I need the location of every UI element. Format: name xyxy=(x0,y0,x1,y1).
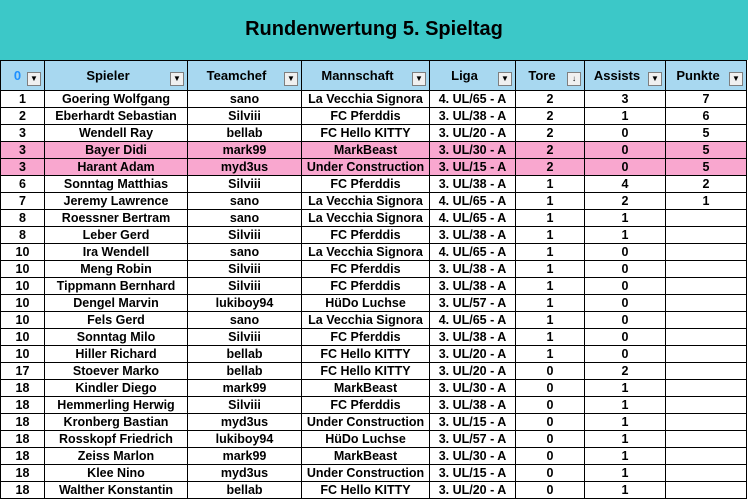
goals-cell[interactable]: 1 xyxy=(516,244,585,261)
points-cell[interactable] xyxy=(666,363,747,380)
rank-cell[interactable]: 10 xyxy=(1,346,45,363)
points-cell[interactable] xyxy=(666,312,747,329)
rank-cell[interactable]: 7 xyxy=(1,193,45,210)
points-cell[interactable]: 5 xyxy=(666,159,747,176)
player-cell[interactable]: Bayer Didi xyxy=(45,142,188,159)
ranking-table xyxy=(0,60,747,499)
league-cell[interactable]: 3. UL/38 - A xyxy=(430,108,516,125)
goals-cell[interactable]: 0 xyxy=(516,380,585,397)
points-cell[interactable] xyxy=(666,244,747,261)
header-assists: Assists ▼ xyxy=(585,61,666,91)
teamchef-cell[interactable]: Silviii xyxy=(188,278,302,295)
points-cell[interactable]: 5 xyxy=(666,125,747,142)
assists-cell[interactable]: 1 xyxy=(585,380,666,397)
rank-cell[interactable]: 2 xyxy=(1,108,45,125)
player-cell[interactable]: Stoever Marko xyxy=(45,363,188,380)
teamchef-cell[interactable]: myd3us xyxy=(188,159,302,176)
team-cell[interactable]: HüDo Luchse xyxy=(302,431,430,448)
points-cell[interactable]: 6 xyxy=(666,108,747,125)
player-cell[interactable]: Roessner Bertram xyxy=(45,210,188,227)
rank-cell[interactable]: 10 xyxy=(1,278,45,295)
rank-cell[interactable]: 3 xyxy=(1,142,45,159)
goals-cell[interactable]: 0 xyxy=(516,397,585,414)
team-cell[interactable]: FC Pferddis xyxy=(302,278,430,295)
rank-cell[interactable]: 8 xyxy=(1,210,45,227)
teamchef-cell[interactable]: bellab xyxy=(188,482,302,499)
team-cell[interactable]: La Vecchia Signora xyxy=(302,193,430,210)
team-cell[interactable]: FC Pferddis xyxy=(302,227,430,244)
league-cell[interactable]: 3. UL/30 - A xyxy=(430,142,516,159)
assists-cell[interactable]: 0 xyxy=(585,125,666,142)
rank-cell[interactable]: 18 xyxy=(1,414,45,431)
table-row xyxy=(1,227,747,244)
filter-dropdown-icon[interactable]: ▼ xyxy=(170,72,184,86)
team-cell[interactable]: FC Pferddis xyxy=(302,261,430,278)
filter-dropdown-icon[interactable]: ▼ xyxy=(412,72,426,86)
goals-cell[interactable]: 1 xyxy=(516,210,585,227)
points-cell[interactable] xyxy=(666,227,747,244)
team-cell[interactable]: FC Pferddis xyxy=(302,176,430,193)
league-cell[interactable]: 3. UL/38 - A xyxy=(430,227,516,244)
league-cell[interactable]: 3. UL/38 - A xyxy=(430,397,516,414)
header-points: Punkte ▼ xyxy=(666,61,747,91)
goals-cell[interactable]: 1 xyxy=(516,295,585,312)
table-row xyxy=(1,363,747,380)
points-cell[interactable] xyxy=(666,414,747,431)
league-cell[interactable]: 3. UL/38 - A xyxy=(430,329,516,346)
goals-cell[interactable]: 1 xyxy=(516,261,585,278)
table-row xyxy=(1,244,747,261)
league-cell[interactable]: 4. UL/65 - A xyxy=(430,312,516,329)
assists-cell[interactable]: 1 xyxy=(585,482,666,499)
table-row xyxy=(1,465,747,482)
league-cell[interactable]: 3. UL/38 - A xyxy=(430,278,516,295)
assists-cell[interactable]: 1 xyxy=(585,431,666,448)
goals-cell[interactable]: 2 xyxy=(516,159,585,176)
league-cell[interactable]: 4. UL/65 - A xyxy=(430,210,516,227)
team-cell[interactable]: La Vecchia Signora xyxy=(302,210,430,227)
team-cell[interactable]: FC Hello KITTY xyxy=(302,125,430,142)
table-row xyxy=(1,108,747,125)
assists-cell[interactable]: 0 xyxy=(585,329,666,346)
table-row xyxy=(1,414,747,431)
goals-cell[interactable]: 1 xyxy=(516,176,585,193)
points-cell[interactable]: 1 xyxy=(666,193,747,210)
team-cell[interactable]: FC Pferddis xyxy=(302,329,430,346)
assists-cell[interactable]: 2 xyxy=(585,363,666,380)
header-league: Liga ▼ xyxy=(430,61,516,91)
team-cell[interactable]: Under Construction xyxy=(302,414,430,431)
points-cell[interactable] xyxy=(666,295,747,312)
player-cell[interactable]: Ira Wendell xyxy=(45,244,188,261)
assists-cell[interactable]: 1 xyxy=(585,397,666,414)
points-cell[interactable] xyxy=(666,482,747,499)
team-cell[interactable]: FC Hello KITTY xyxy=(302,346,430,363)
player-cell[interactable]: Kindler Diego xyxy=(45,380,188,397)
rank-cell[interactable]: 3 xyxy=(1,159,45,176)
rank-cell[interactable]: 10 xyxy=(1,261,45,278)
player-cell[interactable]: Kronberg Bastian xyxy=(45,414,188,431)
filter-dropdown-icon[interactable]: ▼ xyxy=(498,72,512,86)
goals-cell[interactable]: 0 xyxy=(516,465,585,482)
teamchef-cell[interactable]: Silviii xyxy=(188,329,302,346)
player-cell[interactable]: Tippmann Bernhard xyxy=(45,278,188,295)
league-cell[interactable]: 3. UL/20 - A xyxy=(430,363,516,380)
points-cell[interactable] xyxy=(666,346,747,363)
goals-cell[interactable]: 1 xyxy=(516,346,585,363)
team-cell[interactable]: Under Construction xyxy=(302,465,430,482)
league-cell[interactable]: 3. UL/20 - A xyxy=(430,482,516,499)
league-cell[interactable]: 3. UL/38 - A xyxy=(430,261,516,278)
goals-cell[interactable]: 1 xyxy=(516,312,585,329)
rank-cell[interactable]: 18 xyxy=(1,482,45,499)
points-cell[interactable] xyxy=(666,448,747,465)
teamchef-cell[interactable]: mark99 xyxy=(188,448,302,465)
assists-cell[interactable]: 0 xyxy=(585,346,666,363)
goals-cell[interactable]: 0 xyxy=(516,363,585,380)
league-cell[interactable]: 3. UL/20 - A xyxy=(430,346,516,363)
teamchef-cell[interactable]: Silviii xyxy=(188,261,302,278)
rank-cell[interactable]: 18 xyxy=(1,465,45,482)
player-cell[interactable]: Hiller Richard xyxy=(45,346,188,363)
assists-cell[interactable]: 0 xyxy=(585,312,666,329)
player-cell[interactable]: Wendell Ray xyxy=(45,125,188,142)
rank-cell[interactable]: 10 xyxy=(1,329,45,346)
goals-cell[interactable]: 1 xyxy=(516,227,585,244)
goals-cell[interactable]: 2 xyxy=(516,91,585,108)
table-row xyxy=(1,278,747,295)
table-row xyxy=(1,312,747,329)
player-cell[interactable]: Rosskopf Friedrich xyxy=(45,431,188,448)
teamchef-cell[interactable]: lukiboy94 xyxy=(188,295,302,312)
filter-dropdown-icon[interactable]: ▼ xyxy=(284,72,298,86)
teamchef-cell[interactable]: myd3us xyxy=(188,465,302,482)
teamchef-cell[interactable]: sano xyxy=(188,193,302,210)
player-cell[interactable]: Leber Gerd xyxy=(45,227,188,244)
table-row xyxy=(1,431,747,448)
teamchef-cell[interactable]: sano xyxy=(188,244,302,261)
points-cell[interactable]: 2 xyxy=(666,176,747,193)
title-bar xyxy=(0,0,748,60)
team-cell[interactable]: MarkBeast xyxy=(302,380,430,397)
league-cell[interactable]: 3. UL/57 - A xyxy=(430,431,516,448)
assists-cell[interactable]: 0 xyxy=(585,142,666,159)
table-row xyxy=(1,159,747,176)
rank-cell[interactable]: 18 xyxy=(1,397,45,414)
team-cell[interactable]: FC Hello KITTY xyxy=(302,363,430,380)
team-cell[interactable]: La Vecchia Signora xyxy=(302,91,430,108)
goals-cell[interactable]: 0 xyxy=(516,431,585,448)
assists-cell[interactable]: 1 xyxy=(585,227,666,244)
teamchef-cell[interactable]: bellab xyxy=(188,363,302,380)
league-cell[interactable]: 4. UL/65 - A xyxy=(430,91,516,108)
header-row xyxy=(1,61,747,91)
assists-cell[interactable]: 1 xyxy=(585,465,666,482)
goals-cell[interactable]: 0 xyxy=(516,414,585,431)
goals-cell[interactable]: 2 xyxy=(516,108,585,125)
player-cell[interactable]: Harant Adam xyxy=(45,159,188,176)
rank-cell[interactable]: 18 xyxy=(1,448,45,465)
sheet-title: Rundenwertung 5. Spieltag xyxy=(245,18,503,40)
rank-cell[interactable]: 17 xyxy=(1,363,45,380)
points-cell[interactable] xyxy=(666,278,747,295)
goals-cell[interactable]: 1 xyxy=(516,329,585,346)
header-goals: Tore ↓ xyxy=(516,61,585,91)
team-cell[interactable]: La Vecchia Signora xyxy=(302,312,430,329)
table-row xyxy=(1,176,747,193)
table-row xyxy=(1,261,747,278)
filter-dropdown-icon[interactable]: ▼ xyxy=(648,72,662,86)
assists-cell[interactable]: 0 xyxy=(585,295,666,312)
points-cell[interactable] xyxy=(666,329,747,346)
sort-desc-icon[interactable]: ↓ xyxy=(567,72,581,86)
player-cell[interactable]: Goering Wolfgang xyxy=(45,91,188,108)
player-cell[interactable]: Zeiss Marlon xyxy=(45,448,188,465)
league-cell[interactable]: 3. UL/15 - A xyxy=(430,159,516,176)
teamchef-cell[interactable]: mark99 xyxy=(188,142,302,159)
league-cell[interactable]: 3. UL/57 - A xyxy=(430,295,516,312)
player-cell[interactable]: Sonntag Milo xyxy=(45,329,188,346)
player-cell[interactable]: Klee Nino xyxy=(45,465,188,482)
points-cell[interactable]: 5 xyxy=(666,142,747,159)
assists-cell[interactable]: 1 xyxy=(585,108,666,125)
rank-cell[interactable]: 10 xyxy=(1,244,45,261)
teamchef-cell[interactable]: sano xyxy=(188,91,302,108)
teamchef-cell[interactable]: mark99 xyxy=(188,380,302,397)
team-cell[interactable]: FC Pferddis xyxy=(302,108,430,125)
table-row xyxy=(1,397,747,414)
teamchef-cell[interactable]: Silviii xyxy=(188,176,302,193)
rank-cell[interactable]: 18 xyxy=(1,380,45,397)
rank-cell[interactable]: 3 xyxy=(1,125,45,142)
table-row xyxy=(1,346,747,363)
teamchef-cell[interactable]: bellab xyxy=(188,346,302,363)
league-cell[interactable]: 4. UL/65 - A xyxy=(430,244,516,261)
league-cell[interactable]: 3. UL/15 - A xyxy=(430,465,516,482)
header-teamchef: Teamchef ▼ xyxy=(188,61,302,91)
points-cell[interactable] xyxy=(666,210,747,227)
player-cell[interactable]: Fels Gerd xyxy=(45,312,188,329)
assists-cell[interactable]: 0 xyxy=(585,278,666,295)
player-cell[interactable]: Dengel Marvin xyxy=(45,295,188,312)
points-cell[interactable] xyxy=(666,431,747,448)
league-cell[interactable]: 3. UL/30 - A xyxy=(430,448,516,465)
assists-cell[interactable]: 4 xyxy=(585,176,666,193)
assists-cell[interactable]: 0 xyxy=(585,159,666,176)
table-row xyxy=(1,295,747,312)
assists-cell[interactable]: 0 xyxy=(585,244,666,261)
league-cell[interactable]: 3. UL/15 - A xyxy=(430,414,516,431)
table-row xyxy=(1,329,747,346)
goals-cell[interactable]: 0 xyxy=(516,482,585,499)
teamchef-cell[interactable]: sano xyxy=(188,210,302,227)
team-cell[interactable]: FC Hello KITTY xyxy=(302,482,430,499)
table-row xyxy=(1,193,747,210)
header-team: Mannschaft ▼ xyxy=(302,61,430,91)
points-cell[interactable] xyxy=(666,397,747,414)
table-row xyxy=(1,210,747,227)
points-cell[interactable] xyxy=(666,465,747,482)
table-row xyxy=(1,448,747,465)
teamchef-cell[interactable]: Silviii xyxy=(188,227,302,244)
table-body xyxy=(1,91,747,499)
table-row xyxy=(1,482,747,499)
goals-cell[interactable]: 2 xyxy=(516,142,585,159)
team-cell[interactable]: MarkBeast xyxy=(302,448,430,465)
teamchef-cell[interactable]: myd3us xyxy=(188,414,302,431)
assists-cell[interactable]: 1 xyxy=(585,210,666,227)
teamchef-cell[interactable]: sano xyxy=(188,312,302,329)
assists-cell[interactable]: 2 xyxy=(585,193,666,210)
team-cell[interactable]: HüDo Luchse xyxy=(302,295,430,312)
player-cell[interactable]: Jeremy Lawrence xyxy=(45,193,188,210)
filter-dropdown-icon[interactable]: ▼ xyxy=(27,72,41,86)
player-cell[interactable]: Sonntag Matthias xyxy=(45,176,188,193)
player-cell[interactable]: Hemmerling Herwig xyxy=(45,397,188,414)
league-cell[interactable]: 3. UL/30 - A xyxy=(430,380,516,397)
points-cell[interactable]: 7 xyxy=(666,91,747,108)
teamchef-cell[interactable]: Silviii xyxy=(188,397,302,414)
player-cell[interactable]: Meng Robin xyxy=(45,261,188,278)
filter-dropdown-icon[interactable]: ▼ xyxy=(729,72,743,86)
goals-cell[interactable]: 0 xyxy=(516,448,585,465)
goals-cell[interactable]: 1 xyxy=(516,193,585,210)
header-player: Spieler ▼ xyxy=(45,61,188,91)
table-row xyxy=(1,142,747,159)
assists-cell[interactable]: 0 xyxy=(585,261,666,278)
league-cell[interactable]: 4. UL/65 - A xyxy=(430,193,516,210)
teamchef-cell[interactable]: lukiboy94 xyxy=(188,431,302,448)
team-cell[interactable]: Under Construction xyxy=(302,159,430,176)
table-row xyxy=(1,91,747,108)
team-cell[interactable]: MarkBeast xyxy=(302,142,430,159)
assists-cell[interactable]: 3 xyxy=(585,91,666,108)
player-cell[interactable]: Walther Konstantin xyxy=(45,482,188,499)
teamchef-cell[interactable]: bellab xyxy=(188,125,302,142)
team-cell[interactable]: FC Pferddis xyxy=(302,397,430,414)
rank-cell[interactable]: 10 xyxy=(1,295,45,312)
assists-cell[interactable]: 1 xyxy=(585,414,666,431)
header-rank: 0 ▼ xyxy=(1,61,45,91)
teamchef-cell[interactable]: Silviii xyxy=(188,108,302,125)
goals-cell[interactable]: 1 xyxy=(516,278,585,295)
points-cell[interactable] xyxy=(666,380,747,397)
team-cell[interactable]: La Vecchia Signora xyxy=(302,244,430,261)
table-row xyxy=(1,125,747,142)
table-row xyxy=(1,380,747,397)
league-cell[interactable]: 3. UL/20 - A xyxy=(430,125,516,142)
rank-cell[interactable]: 8 xyxy=(1,227,45,244)
league-cell[interactable]: 3. UL/38 - A xyxy=(430,176,516,193)
goals-cell[interactable]: 2 xyxy=(516,125,585,142)
rank-cell[interactable]: 18 xyxy=(1,431,45,448)
player-cell[interactable]: Eberhardt Sebastian xyxy=(45,108,188,125)
rank-cell[interactable]: 10 xyxy=(1,312,45,329)
rank-cell[interactable]: 6 xyxy=(1,176,45,193)
assists-cell[interactable]: 1 xyxy=(585,448,666,465)
rank-cell[interactable]: 1 xyxy=(1,91,45,108)
points-cell[interactable] xyxy=(666,261,747,278)
